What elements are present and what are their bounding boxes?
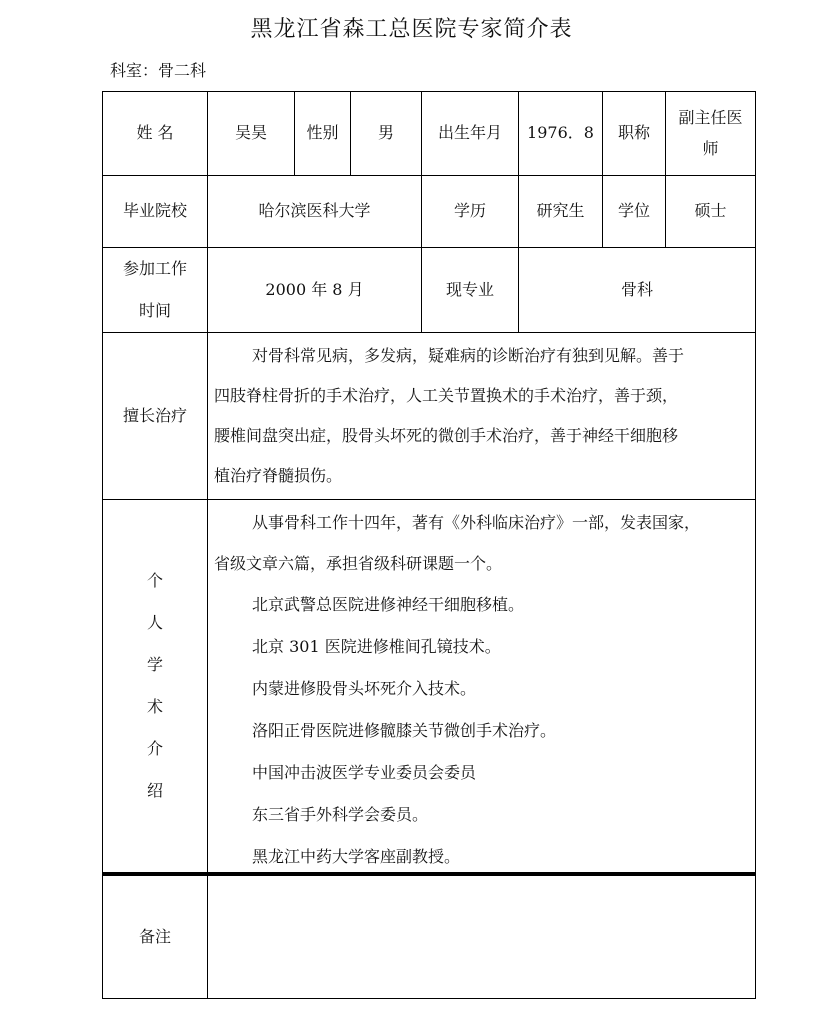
intro-line: 内蒙进修股骨头坏死介入技术。 — [252, 679, 477, 698]
title-value-line2: 师 — [702, 138, 719, 158]
work-start-label-line1: 参加工作 — [122, 259, 187, 278]
intro-label-char: 人 — [146, 613, 163, 632]
intro-label-char: 学 — [146, 655, 163, 674]
expertise-line: 四肢脊柱骨折的手术治疗，人工关节置换术的手术治疗，善于颈， — [214, 386, 679, 405]
specialty-value: 骨科 — [518, 247, 756, 333]
birth-value: 1976．8 — [518, 91, 603, 176]
degree-value: 硕士 — [665, 175, 756, 248]
intro-label-char: 术 — [146, 697, 163, 716]
title-label: 职称 — [602, 91, 666, 176]
specialty-label: 现专业 — [421, 247, 519, 333]
expertise-line: 对骨科常见病，多发病，疑难病的诊断治疗有独到见解。善于 — [252, 346, 685, 365]
expertise-line: 植治疗脊髓损伤。 — [214, 466, 343, 485]
intro-label-char: 个 — [146, 571, 163, 590]
work-start-label — [102, 247, 208, 333]
name-value: 吴昊 — [207, 91, 295, 176]
intro-line: 北京武警总医院进修神经干细胞移植。 — [252, 595, 525, 614]
intro-label-char: 绍 — [146, 781, 163, 800]
name-label: 姓 名 — [102, 91, 208, 176]
gender-label: 性别 — [294, 91, 351, 176]
intro-line: 黑龙江中药大学客座副教授。 — [252, 847, 461, 866]
intro-line: 北京 301 医院进修椎间孔镜技术。 — [252, 637, 501, 656]
birth-label: 出生年月 — [421, 91, 519, 176]
remarks-label: 备注 — [102, 875, 208, 999]
title-value — [665, 91, 756, 176]
expertise-text — [207, 332, 756, 500]
expertise-label: 擅长治疗 — [102, 332, 208, 500]
gender-value: 男 — [350, 91, 422, 176]
intro-line: 洛阳正骨医院进修髋膝关节微创手术治疗。 — [252, 721, 557, 740]
intro-label — [102, 499, 208, 873]
intro-line: 东三省手外科学会委员。 — [252, 805, 429, 824]
department-label: 科室：骨二科 — [110, 61, 207, 80]
remarks-value — [207, 875, 756, 999]
education-value: 研究生 — [518, 175, 603, 248]
school-label: 毕业院校 — [102, 175, 208, 248]
intro-label-vertical — [147, 560, 163, 812]
intro-line: 省级文章六篇，承担省级科研课题一个。 — [214, 554, 503, 573]
intro-text — [207, 499, 756, 873]
education-label: 学历 — [421, 175, 519, 248]
work-start-value: 2000 年 8 月 — [207, 247, 422, 333]
expertise-line: 腰椎间盘突出症，股骨头坏死的微创手术治疗，善于神经干细胞移 — [214, 426, 679, 445]
degree-label: 学位 — [602, 175, 666, 248]
title-value-line1: 副主任医 — [678, 108, 743, 128]
school-value: 哈尔滨医科大学 — [207, 175, 422, 248]
work-start-label-line2: 时间 — [138, 301, 171, 320]
intro-line: 从事骨科工作十四年，著有《外科临床治疗》一部，发表国家， — [252, 513, 701, 532]
page-title: 黑龙江省森工总医院专家简介表 — [250, 17, 573, 42]
intro-line: 中国冲击波医学专业委员会委员 — [252, 763, 477, 782]
intro-label-char: 介 — [146, 739, 163, 758]
